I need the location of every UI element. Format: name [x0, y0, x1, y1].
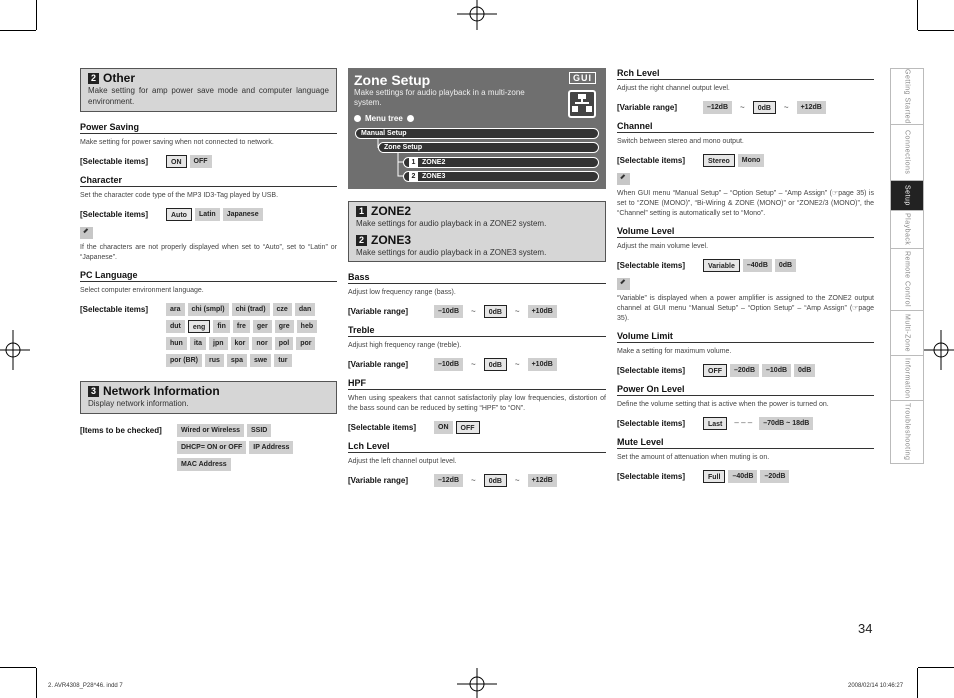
rch-title: Rch Level	[617, 68, 874, 80]
option-chip: Latin	[195, 208, 220, 221]
option-chip: cze	[273, 303, 292, 316]
crop-mark	[0, 667, 36, 668]
option-chip: fre	[233, 320, 250, 333]
pc-language-title: PC Language	[80, 270, 337, 282]
range-default: 0dB	[484, 358, 507, 371]
section-zone2-zone3	[348, 201, 606, 262]
range-max: +10dB	[528, 305, 557, 318]
option-chip: ara	[166, 303, 185, 316]
hpf-title: HPF	[348, 378, 606, 390]
option-separator: – – –	[734, 418, 753, 427]
option-chip: chi (smpl)	[188, 303, 229, 316]
menu-tree-heading: Menu tree	[354, 114, 600, 123]
range-label: [Variable range]	[348, 360, 409, 369]
volume-limit-desc: Make a setting for maximum volume.	[617, 348, 732, 355]
range-default: 0dB	[484, 305, 507, 318]
range-max: +12dB	[797, 101, 826, 114]
section-number: 2	[356, 235, 367, 246]
selectable-label: [Selectable items]	[80, 157, 149, 166]
tree-zone3: 2 ZONE3	[403, 171, 599, 182]
selectable-label: [Selectable items]	[80, 210, 149, 219]
selectable-label: [Selectable items]	[617, 472, 686, 481]
option-chip: ON	[166, 155, 187, 168]
tab-information[interactable]: Information	[891, 356, 923, 401]
option-chip: 0dB	[775, 259, 796, 272]
character-note: If the characters are not properly displayed when set to “Auto”, set to “Latin” or “Japanese”.	[80, 244, 337, 261]
power-on-level-title: Power On Level	[617, 384, 874, 396]
option-chip: Variable	[703, 259, 740, 272]
footer-timestamp: 2008/02/14 10:46:27	[848, 683, 904, 689]
range-default: 0dB	[753, 101, 776, 114]
option-chip: Japanese	[223, 208, 263, 221]
crop-mark	[36, 0, 37, 30]
selectable-label: [Selectable items]	[348, 423, 417, 432]
option-chip: ger	[253, 320, 272, 333]
bullet-icon	[354, 115, 361, 122]
option-chip: –10dB	[762, 364, 791, 377]
tab-connections[interactable]: Connections	[891, 125, 923, 181]
option-chip: eng	[188, 320, 210, 333]
section-number: 1	[356, 206, 367, 217]
note-icon	[80, 227, 93, 239]
page-number: 34	[858, 621, 873, 636]
tab-playback[interactable]: Playback	[891, 211, 923, 249]
selectable-label: [Selectable items]	[617, 366, 686, 375]
option-chip: OFF	[703, 364, 727, 377]
column-right: Rch Level Adjust the right channel output level. [Variable range] –12dB ~ 0dB ~ +12dB Channel Switch between stereo and mono output. [Selectable items] Stereo Mono When GUI menu “Manual Setup” – “Option Setup” – “Amp Assign” (☞page 35) is set to “ZONE (MONO)”, “Bi-Wiring & ZONE (MONO)” or “ZONE2/3 (MONO)”, the “Channel” setting is automatically set to “Mono”. Volume Level Adjust the main volume level. [Selectable items] Variable –40dB 0dB “Variable” is displayed when a power amplifier is assigned to the ZONE2 output channel at GUI menu “Manual Setup” – “Option Setup” – “Amp Assign” (☞page 35). Volume Limit Make a setting for maximum volume. [Selectable items] OFF –20dB –10dB 0dB Power On Level Define the volume setting that is active when the power is turned on. [Selectable items] Last – – – –70dB ~ 18dB Mute Level Set the amount of attenuation when muting is on. [Selectable items] Full –40dB –20dB	[617, 68, 874, 481]
chapter-tabs	[890, 68, 924, 464]
section-title: ZONE3	[371, 233, 412, 247]
option-chip: –40dB	[743, 259, 772, 272]
section-network	[80, 381, 337, 414]
lch-desc: Adjust the left channel output level.	[348, 458, 457, 465]
section-desc: Make settings for audio playback in a ZONE2 system.	[356, 219, 547, 228]
volume-level-note: “Variable” is displayed when a power amplifier is assigned to the ZONE2 output channel at GUI menu “Manual Setup” – “Option Setup” – “Amp Assign” (☞page 35).	[617, 295, 874, 322]
option-chip: Mono	[738, 154, 765, 167]
volume-level-title: Volume Level	[617, 226, 874, 238]
crop-mark	[918, 667, 954, 668]
section-number: 2	[88, 73, 99, 84]
section-number: 3	[88, 386, 99, 397]
zone-setup-title: Zone Setup	[354, 72, 431, 88]
option-chip: ON	[434, 421, 453, 434]
option-chip: por (BR)	[166, 354, 202, 367]
bullet-icon	[407, 115, 414, 122]
selectable-label: [Selectable items]	[617, 156, 686, 165]
mute-level-title: Mute Level	[617, 437, 874, 449]
option-chip: rus	[205, 354, 224, 367]
option-chip: por	[296, 337, 315, 350]
tree-connector	[362, 138, 407, 180]
power-saving-desc: Make setting for power saving when not connected to network.	[80, 139, 274, 146]
crop-mark	[36, 668, 37, 698]
zone-setup-icon	[568, 90, 596, 118]
registration-mark-top	[457, 0, 497, 30]
items-label: [Items to be checked]	[80, 426, 162, 435]
gui-badge: GUI	[569, 72, 596, 84]
column-left	[80, 68, 337, 471]
treble-desc: Adjust high frequency range (treble).	[348, 342, 462, 349]
column-middle: Zone Setup Make settings for audio playback in a multi-zone system. GUI Menu tree Manual Setup Zone Setup 1 ZONE2 2 ZONE3 1 ZONE2 Make settings for audio playback in a ZONE2 system. 2 ZONE3 Make settings for audio playback in a ZONE3 system. Bass Adjust low frequency range (bass). [Variable range] –10dB ~ 0dB ~ +10dB Treble Adjust high frequency range (treble). [Variable range] –10dB ~ 0dB ~ +10dB HPF When using speakers that cannot satisfactorily play low frequencies, distortion of the bass sound can be reduced by setting “HPF” to “ON”. [Selectable items] ON OFF Lch Level Adjust the left channel output level. [Variable range] –12dB ~ 0dB ~ +12dB	[348, 68, 606, 487]
option-chip: Auto	[166, 208, 192, 221]
option-chip: –40dB	[728, 470, 757, 483]
option-chip: SSID	[247, 424, 271, 437]
range-max: +10dB	[528, 358, 557, 371]
lch-title: Lch Level	[348, 441, 606, 453]
pc-language-desc: Select computer environment language.	[80, 287, 204, 294]
bass-title: Bass	[348, 272, 606, 284]
range-max: +12dB	[528, 474, 557, 487]
option-chip: Last	[703, 417, 727, 430]
range-min: –12dB	[434, 474, 463, 487]
section-other	[80, 68, 337, 112]
footer-file-info: 2. AVR4308_P28^46. indd 7	[48, 683, 123, 689]
option-chip: –20dB	[760, 470, 789, 483]
rch-desc: Adjust the right channel output level.	[617, 85, 730, 92]
option-chip: MAC Address	[177, 458, 231, 471]
crop-mark	[0, 30, 36, 31]
tab-getting-started[interactable]: Getting Started	[891, 69, 923, 125]
volume-level-desc: Adjust the main volume level.	[617, 243, 709, 250]
tab-multi-zone[interactable]: Multi-Zone	[891, 311, 923, 356]
crop-mark	[918, 30, 954, 31]
tab-remote-control[interactable]: Remote Control	[891, 249, 923, 311]
registration-mark-bottom	[457, 668, 497, 698]
option-chip: dut	[166, 320, 185, 333]
tab-setup[interactable]: Setup	[891, 181, 923, 211]
option-chip: gre	[275, 320, 294, 333]
option-chip: nor	[252, 337, 271, 350]
option-chip: Full	[703, 470, 725, 483]
selectable-label: [Selectable items]	[617, 261, 686, 270]
section-desc: Display network information.	[88, 399, 189, 408]
option-chip: –20dB	[730, 364, 759, 377]
bass-desc: Adjust low frequency range (bass).	[348, 289, 456, 296]
tree-manual-setup: Manual Setup	[355, 128, 599, 139]
section-desc: Make settings for audio playback in a ZONE3 system.	[356, 248, 547, 257]
range-min: –12dB	[703, 101, 732, 114]
hpf-desc: When using speakers that cannot satisfactorily play low frequencies, distortion of the bass sound can be reduced by setting “HPF” to “ON”.	[348, 395, 606, 412]
treble-title: Treble	[348, 325, 606, 337]
channel-desc: Switch between stereo and mono output.	[617, 138, 744, 145]
channel-note: When GUI menu “Manual Setup” – “Option Setup” – “Amp Assign” (☞page 35) is set to “ZONE (MONO)”, “Bi-Wiring & ZONE (MONO)” or “ZONE2/3 (MONO)”, the “Channel” setting is automatically set to “Mono”.	[617, 190, 874, 217]
option-chip: OFF	[190, 155, 212, 168]
option-chip: OFF	[456, 421, 480, 434]
tree-zone2: 1 ZONE2	[403, 157, 599, 168]
range-min: –10dB	[434, 305, 463, 318]
tab-troubleshooting[interactable]: Troubleshooting	[903, 403, 911, 461]
note-icon	[617, 173, 630, 185]
character-title: Character	[80, 175, 337, 187]
option-chip: dan	[295, 303, 315, 316]
power-on-level-desc: Define the volume setting that is active when the power is turned on.	[617, 401, 829, 408]
option-chip: ita	[190, 337, 206, 350]
option-chip: chi (trad)	[232, 303, 270, 316]
zone-setup-panel	[348, 68, 606, 189]
option-chip: Stereo	[703, 154, 735, 167]
option-chip: DHCP= ON or OFF	[177, 441, 246, 454]
option-chip: fin	[213, 320, 230, 333]
option-chip: spa	[227, 354, 247, 367]
range-label: [Variable range]	[617, 103, 678, 112]
mute-level-desc: Set the amount of attenuation when muting is on.	[617, 454, 770, 461]
option-chip: jpn	[209, 337, 228, 350]
crop-mark	[917, 668, 918, 698]
selectable-label: [Selectable items]	[617, 419, 686, 428]
option-chip: –70dB ~ 18dB	[759, 417, 813, 430]
option-chip: IP Address	[249, 441, 293, 454]
range-min: –10dB	[434, 358, 463, 371]
option-chip: tur	[274, 354, 291, 367]
selectable-label: [Selectable items]	[80, 305, 149, 314]
range-default: 0dB	[484, 474, 507, 487]
option-chip: swe	[250, 354, 271, 367]
section-title: Other	[103, 71, 136, 85]
zone-setup-desc: Make settings for audio playback in a multi-zone system.	[354, 88, 525, 107]
volume-limit-title: Volume Limit	[617, 331, 874, 343]
option-chip: Wired or Wireless	[177, 424, 244, 437]
option-chip: kor	[231, 337, 250, 350]
crop-mark	[917, 0, 918, 30]
section-title: Network Information	[103, 384, 220, 398]
registration-mark-right	[924, 330, 954, 370]
range-label: [Variable range]	[348, 476, 409, 485]
option-chip: hun	[166, 337, 187, 350]
option-chip: pol	[275, 337, 294, 350]
note-icon	[617, 278, 630, 290]
option-chip: heb	[297, 320, 317, 333]
section-title: ZONE2	[371, 204, 412, 218]
option-chip: 0dB	[794, 364, 815, 377]
power-saving-title: Power Saving	[80, 122, 337, 134]
tree-zone-setup: Zone Setup	[378, 142, 599, 153]
range-label: [Variable range]	[348, 307, 409, 316]
registration-mark-left	[0, 330, 30, 370]
channel-title: Channel	[617, 121, 874, 133]
character-desc: Set the character code type of the MP3 ID3-Tag played by USB.	[80, 192, 279, 199]
section-desc: Make setting for amp power save mode and computer language environment.	[88, 86, 329, 106]
